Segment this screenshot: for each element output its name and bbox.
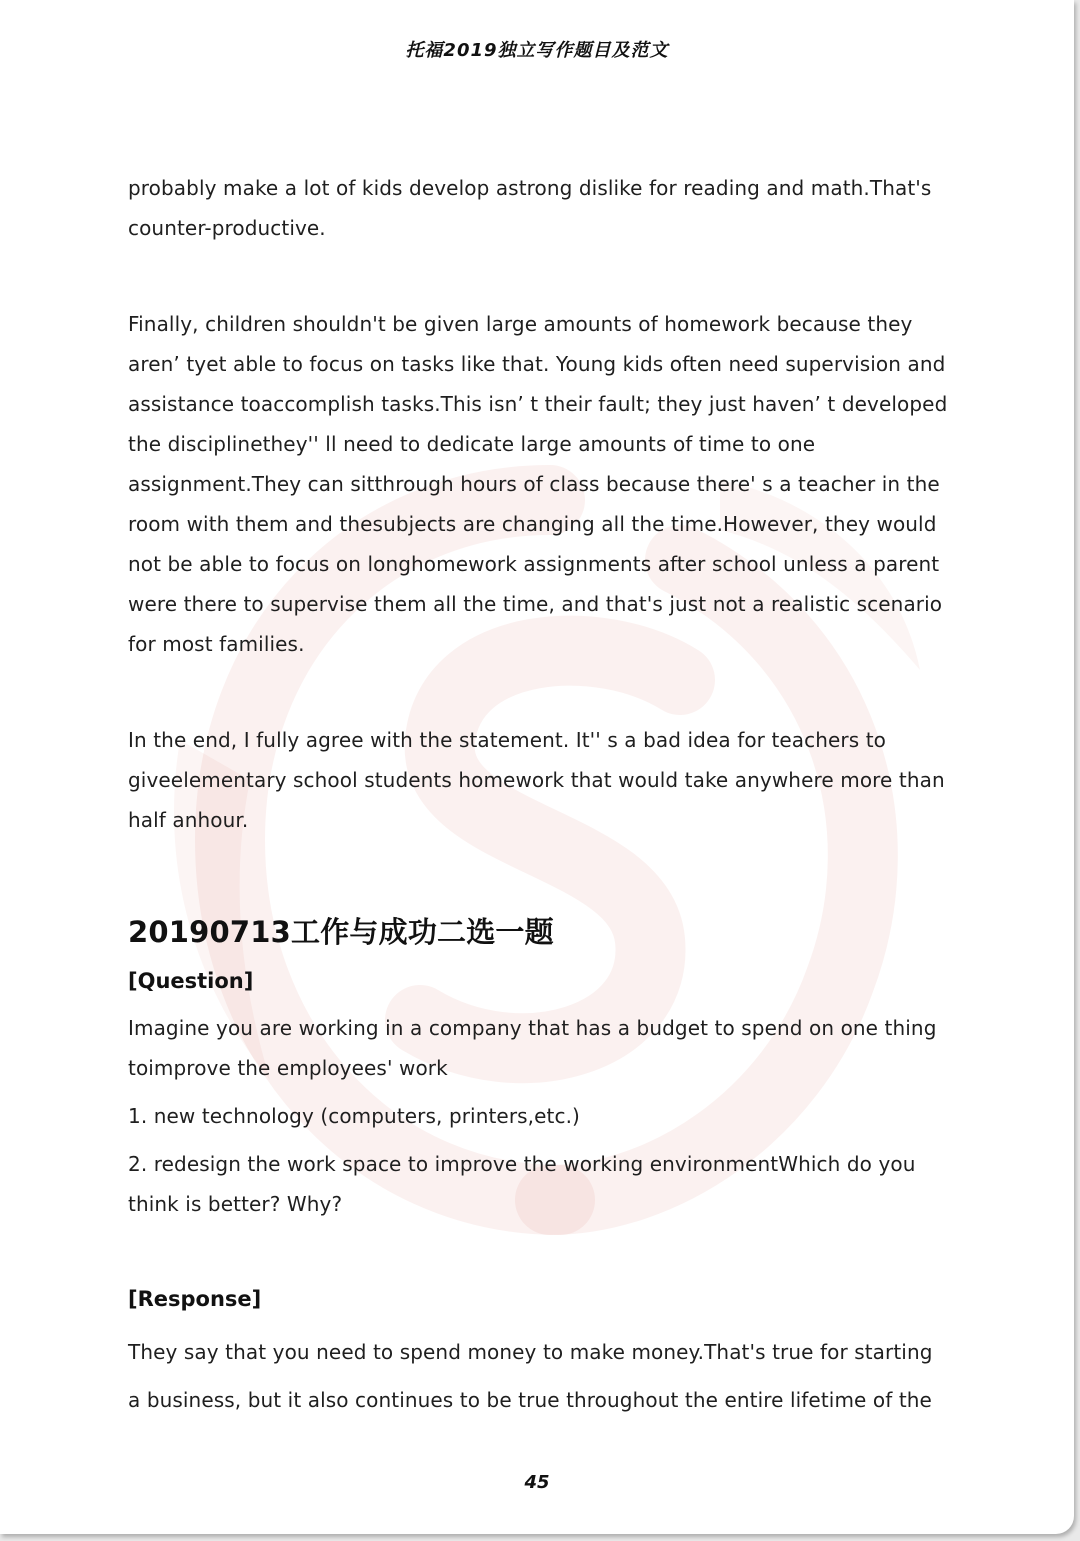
page-number: 45 [524,1472,550,1493]
finally-paragraph: Finally, children shouldn't be given large amounts of homework because they aren’ tyet able to focus on tasks like that. Young kids often need supervision and assistance toaccomplish tasks.This isn’ t their fault; they just haven’ t developed the disciplinethey'' ll need to dedicate large amounts of time to one assignment.They can sitthrough hours of class because there' s a teacher in the room with them and thesubjects are changing all the time.However, they would not be able to focus on longhomework assignments after school unless a parent were there to supervise them all the time, and that's just not a realistic scenario for most families. [128,312,948,656]
conclusion-paragraph: In the end, I fully agree with the statement. It'' s a bad idea for teachers to giveelementary school students homework that would take anywhere more than half anhour. [128,728,945,832]
running-header: 托福2019独立写作题目及范文 [405,40,669,61]
section-title: 20190713工作与成功二选一题 [128,915,554,949]
question-text: Imagine you are working in a company that has a budget to spend on one thing toimprove the employees' work [128,1016,937,1080]
option-2: 2. redesign the work space to improve the working environmentWhich do you think is better? Why? [128,1152,916,1216]
response-text: They say that you need to spend money to make money.That's true for starting a business, but it also continues to be true throughout the entire lifetime of the [128,1340,933,1412]
page-content [128,168,948,1424]
response-label: [Response] [128,1287,262,1311]
option-1: 1. new technology (computers, printers,etc.) [128,1104,580,1128]
continuation-paragraph: probably make a lot of kids develop astrong dislike for reading and math.That's counter-productive. [128,176,932,240]
question-label: [Question] [128,969,254,993]
